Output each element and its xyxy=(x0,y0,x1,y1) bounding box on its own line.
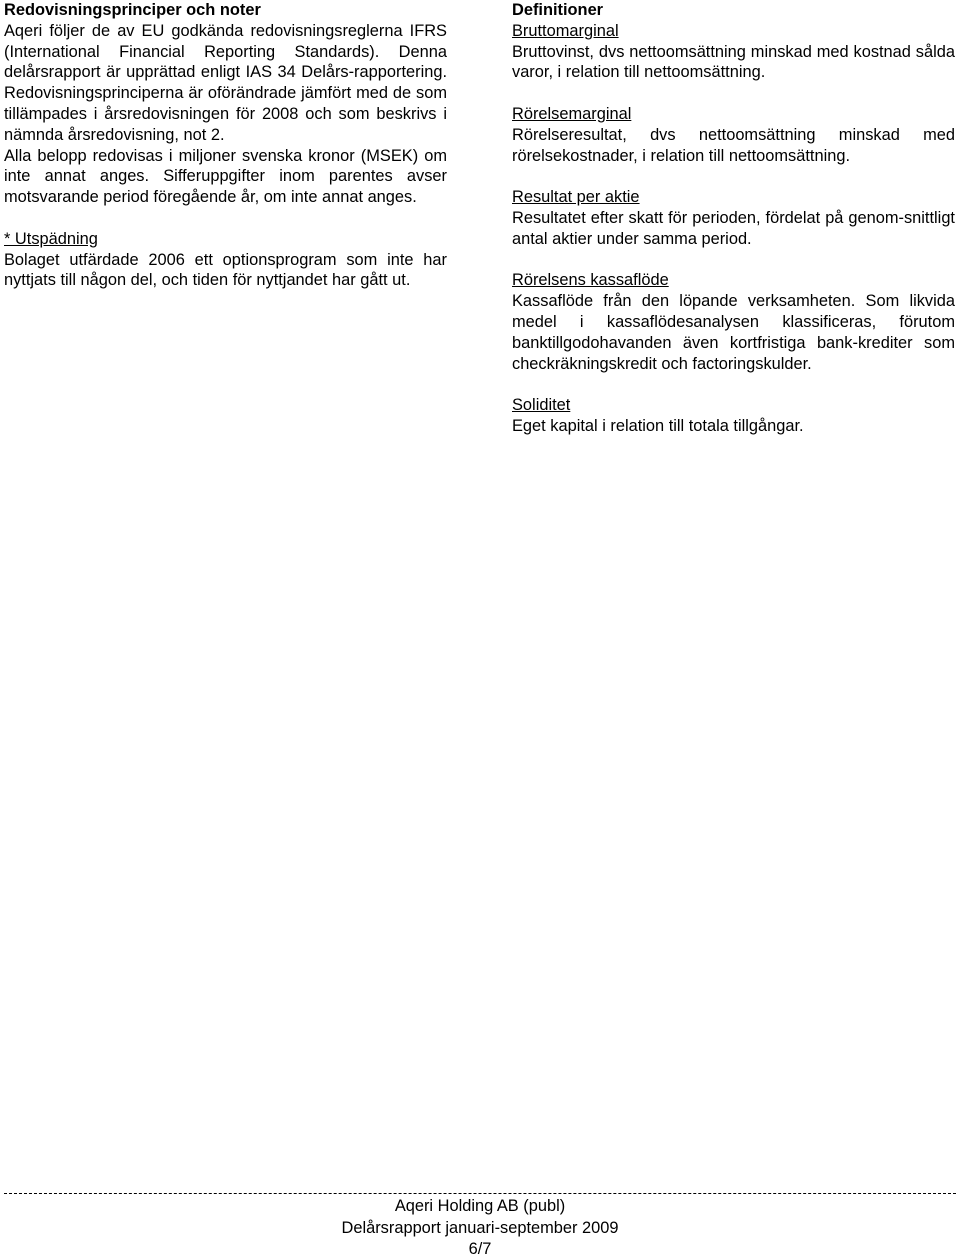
accounting-principles-heading: Redovisningsprinciper och noter xyxy=(4,1,261,19)
left-column xyxy=(4,0,447,291)
dilution-text: Bolaget utfärdade 2006 ett optionsprogram som inte har nyttjats till någon del, och tiden för nyttjandet har gått ut. xyxy=(4,250,447,290)
definition-text: Bruttovinst, dvs nettoomsättning minskad med kostnad sålda varor, i relation till nettoomsättning. xyxy=(512,42,955,82)
right-column xyxy=(512,0,955,437)
amounts-note-text: Alla belopp redovisas i miljoner svenska kronor (MSEK) om inte annat anges. Sifferuppgifter inom parentes avser motsvarande period föregående år, om inte annat anges. xyxy=(4,146,447,207)
accounting-principles-text: Aqeri följer de av EU godkända redovisningsreglerna IFRS (International Financial Reporting Standards). Denna delårsrapport är upprättad enligt IAS 34 Delårs-rapportering. Redovisningsprinciperna är oförändrade jämfört med de som tillämpades i årsredovisningen för 2008 och som beskrivs i nämnda årsredovisning, not 2. xyxy=(4,21,447,144)
definition-term: Rörelsens kassaflöde xyxy=(512,271,669,290)
definition-text: Rörelseresultat, dvs nettoomsättning minskad med rörelsekostnader, i relation till nettoomsättning. xyxy=(512,125,955,165)
page-number: 6/7 xyxy=(468,1240,492,1258)
definition-text: Resultatet efter skatt för perioden, fördelat på genom-snittligt antal aktier under samma period. xyxy=(512,208,955,248)
definition-term: Resultat per aktie xyxy=(512,188,640,207)
definition-term: Rörelsemarginal xyxy=(512,104,632,123)
definition-text: Eget kapital i relation till totala tillgångar. xyxy=(512,416,804,435)
definition-term: Soliditet xyxy=(512,396,571,415)
footer-report-title: Delårsrapport januari-september 2009 xyxy=(341,1219,619,1237)
definition-text: Kassaflöde från den löpande verksamheten. Som likvida medel i kassaflödesanalysen klassificeras, förutom banktillgodohavanden även kortfristiga bank-krediter som checkräkningskredit och factoringskulder. xyxy=(512,292,955,373)
footer-company-name: Aqeri Holding AB (publ) xyxy=(394,1197,566,1215)
definitions-heading: Definitioner xyxy=(512,1,604,19)
dilution-title: * Utspädning xyxy=(4,229,98,248)
footer-divider xyxy=(4,1193,956,1194)
definition-term: Bruttomarginal xyxy=(512,21,619,40)
